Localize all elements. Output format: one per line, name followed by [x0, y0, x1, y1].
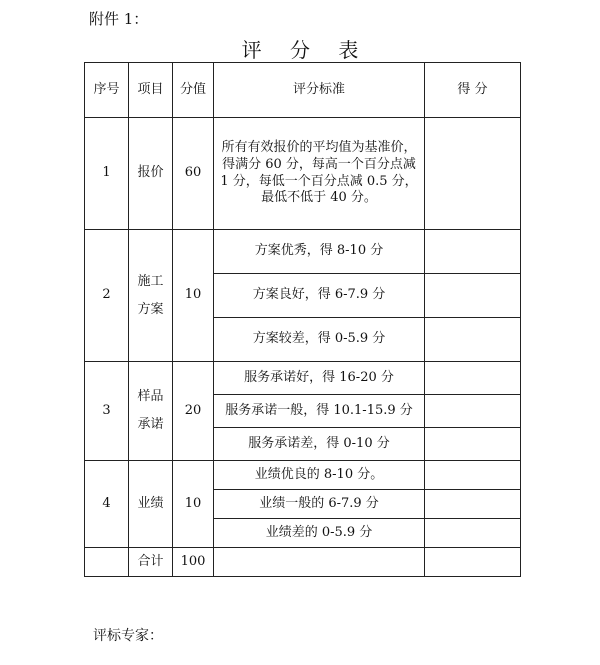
attachment-label: 附件 1： [89, 10, 149, 28]
row-value: 60 [173, 118, 214, 230]
row-criteria: 服务承诺差，得 0-10 分 [214, 428, 425, 461]
row-item-line: 承诺 [137, 417, 164, 432]
table-row [85, 118, 521, 230]
score-cell[interactable] [425, 548, 521, 577]
score-cell[interactable] [425, 395, 521, 428]
row-value: 10 [173, 461, 214, 548]
row-item: 业绩 [129, 461, 173, 548]
page-title [0, 34, 600, 63]
score-cell[interactable] [425, 428, 521, 461]
row-no: 1 [85, 118, 129, 230]
row-no: 4 [85, 461, 129, 548]
header-item: 项目 [129, 63, 173, 118]
row-value: 20 [173, 362, 214, 461]
title-char: 表 [338, 38, 359, 62]
row-item [129, 230, 173, 362]
row-item-line: 方案 [137, 301, 164, 317]
row-criteria: 方案良好，得 6-7.9 分 [214, 274, 425, 318]
total-criteria [214, 548, 425, 577]
score-cell[interactable] [425, 461, 521, 490]
row-no: 2 [85, 230, 129, 362]
total-row [85, 548, 521, 577]
header-criteria: 评分标准 [214, 63, 425, 118]
row-no: 3 [85, 362, 129, 461]
total-value: 100 [173, 548, 214, 577]
row-criteria: 方案较差，得 0-5.9 分 [214, 318, 425, 362]
row-item [129, 362, 173, 461]
row-criteria: 服务承诺一般，得 10.1-15.9 分 [214, 395, 425, 428]
row-item-line: 施工 [137, 273, 164, 289]
header-score: 得 分 [425, 63, 521, 118]
table-row [85, 230, 521, 274]
table-row [85, 362, 521, 395]
score-cell[interactable] [425, 362, 521, 395]
row-criteria: 业绩优良的 8-10 分。 [214, 461, 425, 490]
row-item-line: 样品 [137, 389, 164, 404]
score-cell[interactable] [425, 118, 521, 230]
table-header-row [85, 63, 521, 118]
score-cell[interactable] [425, 230, 521, 274]
title-char: 分 [290, 38, 310, 62]
row-criteria: 方案优秀，得 8-10 分 [214, 230, 425, 274]
row-criteria: 所有有效报价的平均值为基准价，得满分 60 分，每高一个百分点减 1 分，每低一个百分点减 0.5 分，最低不低于 40 分。 [214, 118, 425, 230]
row-criteria: 服务承诺好，得 16-20 分 [214, 362, 425, 395]
row-criteria: 业绩差的 0-5.9 分 [214, 519, 425, 548]
score-cell[interactable] [425, 318, 521, 362]
title-char: 评 [241, 38, 262, 62]
total-no [85, 548, 129, 577]
row-value: 10 [173, 230, 214, 362]
header-value: 分值 [173, 63, 214, 118]
score-cell[interactable] [425, 274, 521, 318]
score-cell[interactable] [425, 490, 521, 519]
row-criteria: 业绩一般的 6-7.9 分 [214, 490, 425, 519]
score-table [84, 62, 521, 577]
experts-label: 评标专家： [93, 628, 163, 644]
header-no: 序号 [85, 63, 129, 118]
score-cell[interactable] [425, 519, 521, 548]
row-item: 报价 [129, 118, 173, 230]
total-label: 合计 [129, 548, 173, 577]
table-row [85, 461, 521, 490]
